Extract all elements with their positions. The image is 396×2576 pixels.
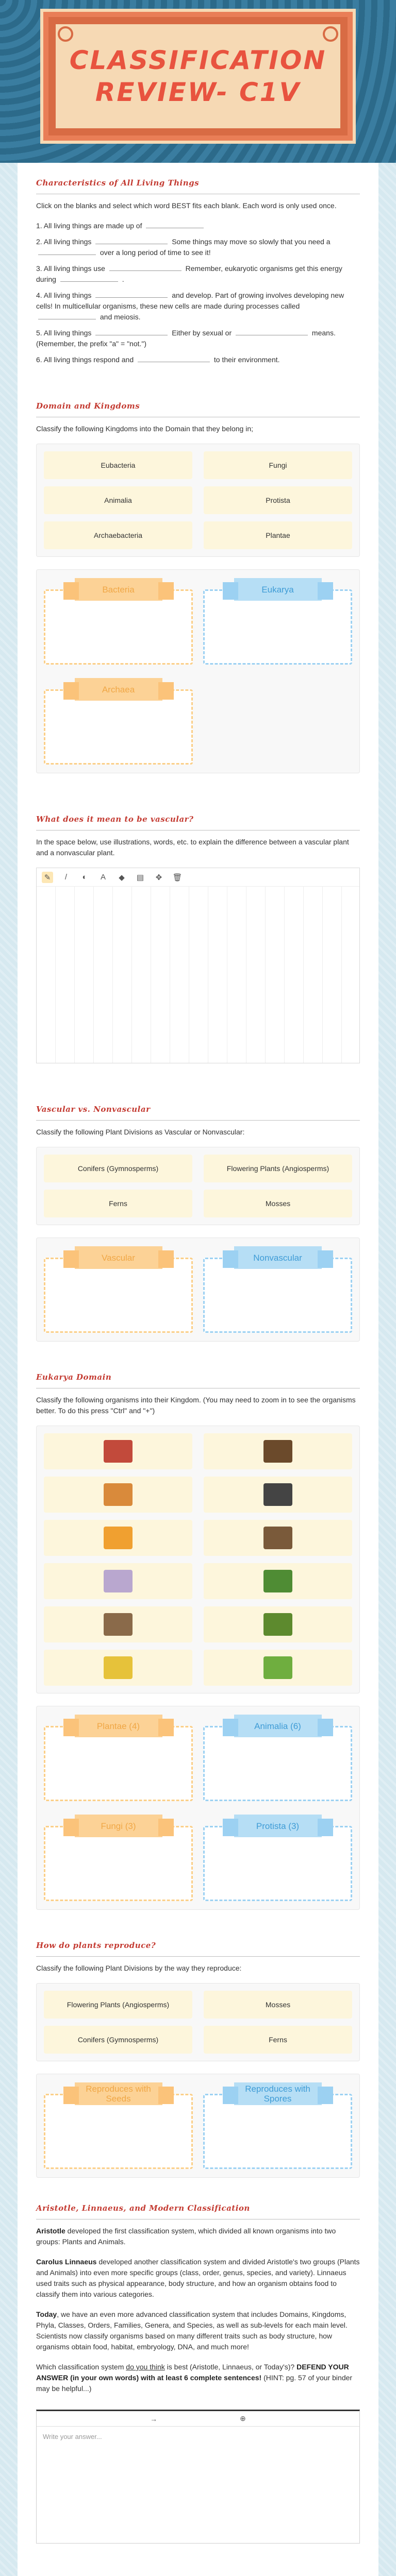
question-text: 2. All living things (36, 238, 92, 246)
moss-image (263, 1613, 292, 1636)
drag-card[interactable]: Eubacteria (44, 451, 192, 479)
picture-card[interactable] (44, 1606, 192, 1642)
drag-card[interactable]: Animalia (44, 486, 192, 514)
drag-card[interactable]: Fungi (204, 451, 352, 479)
picture-card[interactable] (44, 1433, 192, 1469)
drawing-canvas[interactable] (36, 868, 360, 1063)
question-text: to their environment. (213, 355, 280, 364)
picture-card[interactable] (44, 1477, 192, 1513)
zone-label: Vascular (75, 1246, 162, 1269)
question-text: and meiosis. (100, 313, 141, 321)
section-title-reproduction: How do plants reproduce? (36, 1941, 360, 1957)
eraser-icon[interactable]: ◐ (82, 873, 87, 882)
brown-caterpillar-image (263, 1440, 292, 1463)
arrow-icon[interactable]: → (150, 2414, 158, 2423)
drag-card[interactable]: Ferns (44, 1190, 192, 1217)
leaf-image (263, 1656, 292, 1679)
drop-zone-animalia[interactable] (203, 1715, 352, 1801)
question-text: means. (Remember, the prefix "a" = "not.") (36, 329, 336, 348)
picture-card[interactable] (204, 1650, 352, 1686)
title-banner (43, 12, 353, 141)
text-toolbar (37, 2411, 359, 2427)
question-text: Some things may move so slowly that you need a (172, 238, 331, 246)
page-title: CLASSIFICATION REVIEW- C1V (69, 45, 327, 107)
image-icon[interactable]: ▤ (136, 873, 144, 882)
question-text: Remember, eukaryotic organisms get this energy during (36, 264, 342, 283)
starfish-image (104, 1483, 133, 1506)
blank-dropdown[interactable] (60, 275, 118, 282)
zone-label: Reproduces with Spores (234, 2082, 322, 2105)
picture-card[interactable] (44, 1563, 192, 1599)
section-intro: Classify the following Plant Divisions as Vascular or Nonvascular: (36, 1128, 245, 1136)
drop-zone-vascular[interactable] (44, 1246, 193, 1333)
snail-image (104, 1613, 133, 1636)
section-title-domains: Domain and Kingdoms (36, 401, 360, 417)
zone-label: Animalia (6) (234, 1715, 322, 1737)
question-4 (36, 290, 360, 323)
question-1 (36, 221, 360, 231)
drawing-toolbar (37, 868, 359, 887)
drag-card[interactable]: Flowering Plants (Angiosperms) (204, 1155, 352, 1182)
picture-card[interactable] (204, 1477, 352, 1513)
drop-zone-bacteria[interactable] (44, 578, 193, 665)
picture-card[interactable] (44, 1650, 192, 1686)
drag-card[interactable]: Mosses (204, 1991, 352, 2019)
section-title-vascular-vs-nonvascular: Vascular vs. Nonvascular (36, 1105, 360, 1121)
section-title-eukarya: Eukarya Domain (36, 1372, 360, 1388)
blank-dropdown[interactable] (95, 237, 168, 244)
blank-dropdown[interactable] (38, 248, 96, 255)
picture-card[interactable] (204, 1563, 352, 1599)
header-background (0, 0, 396, 163)
blank-dropdown[interactable] (109, 264, 182, 271)
question-text: 1. All living things are made up of (36, 222, 142, 230)
drag-card[interactable]: Flowering Plants (Angiosperms) (44, 1991, 192, 2019)
section-title-classification-history: Aristotle, Linnaeus, and Modern Classification (36, 2204, 360, 2219)
zone-label: Plantae (4) (75, 1715, 162, 1737)
draggable-cards-panel (36, 444, 360, 557)
zone-label: Reproduces with Seeds (75, 2082, 162, 2105)
drag-card[interactable]: Protista (204, 486, 352, 514)
picture-card[interactable] (204, 1606, 352, 1642)
blank-dropdown[interactable] (138, 355, 210, 362)
essay-prompt: Which classification system do you think is best (Aristotle, Linnaeus, or Today's)? DEFEND YOUR ANSWER (in your own words) with at least 6 complete sentences! (HINT: pg. 57 of your binder may be helpful...) (36, 2363, 353, 2393)
drag-card[interactable]: Conifers (Gymnosperms) (44, 1155, 192, 1182)
zone-label: Eukarya (234, 578, 322, 601)
drop-zone-archaea[interactable] (44, 678, 193, 765)
question-text: 5. All living things (36, 329, 92, 337)
picture-card[interactable] (204, 1520, 352, 1556)
paragraph-today: Today, we have an even more advanced classification system that includes Domains, Kingdoms, Phyla, Classes, Orders, Families, Genera, and Species, as well as sub-levels for each main level. Scientists now classify organisms based on many different traits such as body structure, how organisms obtain food, habitat, embryology, DNA, and much more! (36, 2310, 348, 2351)
question-text: . (122, 275, 124, 283)
question-5 (36, 328, 360, 349)
blank-dropdown[interactable] (236, 328, 308, 335)
text-icon[interactable]: A (100, 873, 106, 882)
protist-cells-image (104, 1570, 133, 1592)
drop-zones-panel (36, 569, 360, 773)
answer-input[interactable]: Write your answer... (43, 2433, 102, 2441)
drop-zones-panel (36, 2074, 360, 2178)
question-text: 4. All living things (36, 291, 92, 299)
question-3 (36, 263, 360, 285)
sunflower-image (104, 1656, 133, 1679)
drag-card[interactable]: Ferns (204, 2026, 352, 2054)
question-text: 3. All living things use (36, 264, 105, 273)
drag-card[interactable]: Mosses (204, 1190, 352, 1217)
zone-label: Fungi (3) (75, 1815, 162, 1837)
fern-image (263, 1570, 292, 1592)
zone-label: Archaea (75, 678, 162, 701)
section-intro: Classify the following organisms into their Kingdom. (You may need to zoom in to see the organisms better. To do this press "Ctrl" and "+") (36, 1396, 356, 1415)
blank-dropdown[interactable] (95, 291, 168, 298)
worm-image (263, 1527, 292, 1549)
shape-icon[interactable]: ◆ (119, 873, 125, 882)
picture-card[interactable] (44, 1520, 192, 1556)
paragraph-aristotle: Aristotle developed the first classification system, which divided all known organisms into two groups: Plants and Animals. (36, 2227, 336, 2246)
question-text: Either by sexual or (172, 329, 232, 337)
drag-card[interactable]: Archaebacteria (44, 521, 192, 549)
blank-dropdown[interactable] (95, 328, 168, 335)
drop-zone-plantae[interactable] (44, 1715, 193, 1801)
section-title-characteristics: Characteristics of All Living Things (36, 178, 360, 194)
drag-card[interactable]: Conifers (Gymnosperms) (44, 2026, 192, 2054)
drop-zone-eukarya[interactable] (203, 578, 352, 665)
spider-image (263, 1483, 292, 1506)
drop-zone-protista[interactable] (203, 1815, 352, 1901)
section-title-vascular: What does it mean to be vascular? (36, 815, 360, 831)
worksheet-content (18, 163, 378, 2576)
question-2 (36, 236, 360, 258)
picture-cards-panel (36, 1426, 360, 1693)
blank-dropdown[interactable] (146, 221, 204, 228)
section-intro: Click on the blanks and select which word BEST fits each blank. Each word is only used once. (36, 201, 337, 210)
section-intro: In the space below, use illustrations, words, etc. to explain the difference between a vascular plant and a nonvascular plant. (36, 838, 349, 857)
question-text: 6. All living things respond and (36, 355, 134, 364)
zone-label: Nonvascular (234, 1246, 322, 1269)
question-text: over a long period of time to see it! (100, 248, 211, 257)
formula-icon[interactable]: ⊕ (240, 2414, 246, 2422)
drag-card[interactable]: Plantae (204, 521, 352, 549)
drop-zone-seeds[interactable] (44, 2082, 193, 2169)
trash-icon[interactable]: 🗑 (172, 873, 183, 882)
picture-card[interactable] (204, 1433, 352, 1469)
draggable-cards-panel (36, 1983, 360, 2061)
question-text: and develop. Part of growing involves developing new cells! In multicellular organisms, these new cells are made during processes called (36, 291, 344, 310)
pencil-icon[interactable]: ✎ (42, 872, 53, 883)
drop-zones-panel (36, 1238, 360, 1342)
line-icon[interactable]: / (64, 873, 68, 882)
move-icon[interactable]: ✥ (155, 873, 162, 882)
drop-zone-fungi[interactable] (44, 1815, 193, 1901)
goldfish-image (104, 1527, 133, 1549)
paragraph-linnaeus: Carolus Linnaeus developed another classification system and divided Aristotle's two groups (Plants and Animals) into even more specific groups (class, order, genus, species, and variety). Linnaeus used traits such as physical appearance, body structure, and how an organism obtains food to classify them into various categories. (36, 2258, 360, 2298)
drop-zones-panel (36, 1706, 360, 1910)
answer-textarea[interactable] (36, 2410, 360, 2544)
section-intro: Classify the following Plant Divisions by the way they reproduce: (36, 1964, 242, 1972)
drop-zone-nonvascular[interactable] (203, 1246, 352, 1333)
zone-label: Protista (3) (234, 1815, 322, 1837)
blank-dropdown[interactable] (38, 312, 96, 319)
red-mushroom-image (104, 1440, 133, 1463)
section-intro: Classify the following Kingdoms into the Domain that they belong in; (36, 425, 254, 433)
question-6 (36, 354, 360, 365)
draggable-cards-panel (36, 1147, 360, 1225)
zone-label: Bacteria (75, 578, 162, 601)
drop-zone-spores[interactable] (203, 2082, 352, 2169)
